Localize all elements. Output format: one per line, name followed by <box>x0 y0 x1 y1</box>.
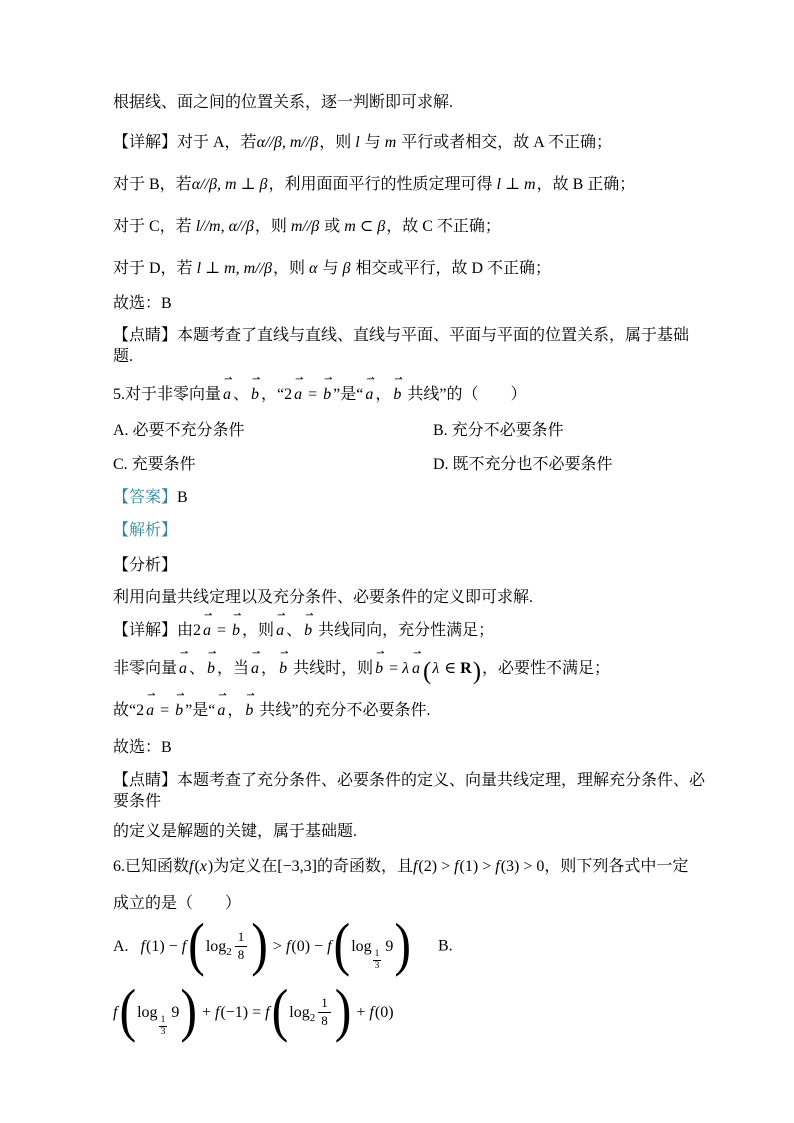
math-roman-run: B <box>177 489 188 506</box>
vector-letter: b <box>393 386 402 403</box>
text-run: 平行或者相交，故 A 不正确； <box>397 134 612 151</box>
text-run: 【详解】对于 A，若 <box>113 134 257 151</box>
vector-a <box>292 374 304 405</box>
vector-letter: a <box>251 660 260 677</box>
page-content <box>113 92 705 1044</box>
text-run: 的定义是解题的关键，属于基础题. <box>113 823 358 840</box>
text-run: ，则 <box>273 260 310 277</box>
text-run: 故“ <box>113 702 137 719</box>
q5-comment-line-2 <box>113 821 705 842</box>
vector-b <box>173 690 185 721</box>
vector-arrow-icon: ⇀ <box>233 610 242 621</box>
math-roman-run: (3) > 0 <box>500 858 545 875</box>
fraction-numerator: 1 <box>374 948 380 959</box>
q6-option-b-formula: f ( log $\frac{1}{3}$ 9 ) + f (−1) = f ( log 2 $\frac{1}{8}$ ) + f (0) <box>113 976 394 1044</box>
math-roman-run: log <box>137 1003 158 1021</box>
text-run: 对于 C，若 <box>113 218 196 235</box>
q5-options-row-1-cell-1 <box>113 422 245 439</box>
fraction <box>318 996 331 1029</box>
math-roman-run: (0) − <box>291 937 328 955</box>
math-italic-run: m//β <box>290 218 320 235</box>
text-run: ，则下列各式中一定 <box>544 858 689 875</box>
vector-letter: b <box>304 622 313 639</box>
q5-jiexi-label <box>113 520 705 541</box>
vector-arrow-icon: ⇀ <box>394 374 403 385</box>
math-roman-run: + <box>197 1003 215 1021</box>
math-italic-run: α//β, m ⊥ β <box>191 176 268 193</box>
text-run: 对于 D，若 <box>113 260 197 277</box>
math-italic-run: λ <box>432 660 440 677</box>
vector-arrow-icon: ⇀ <box>218 690 227 701</box>
math-roman-run: [−3,3] <box>277 858 317 875</box>
q5-options-row-2-cell-2 <box>433 454 613 475</box>
fraction-denominator: 3 <box>160 1026 166 1037</box>
math-roman-run: log <box>205 937 227 955</box>
q5-options-row-2 <box>113 454 705 475</box>
q5-options-row-1 <box>113 420 705 441</box>
text-run: 【点睛】本题考查了直线与直线、直线与平面、平面与平面的位置关系，属于基础题. <box>113 327 690 365</box>
text-run: 故选：B <box>113 739 172 756</box>
vector-letter: b <box>207 660 216 677</box>
vector-arrow-icon: ⇀ <box>252 374 261 385</box>
paren-left-icon: ( <box>423 658 432 685</box>
text-run: 为定义在 <box>213 858 278 875</box>
math-italic-run: α//β, m//β <box>256 134 319 151</box>
text-run: ， <box>375 386 392 403</box>
q5-analysis-text <box>113 587 705 608</box>
text-run: B. 充分不必要条件 <box>433 422 564 439</box>
q5-options-row-2-cell-1 <box>113 456 196 473</box>
text-run: 共线同向，充分性满足； <box>314 622 495 639</box>
vector-arrow-icon: ⇀ <box>176 690 185 701</box>
vector-arrow-icon: ⇀ <box>224 374 233 385</box>
option-label: A. <box>113 937 129 955</box>
q4-detail-option-b <box>113 174 705 195</box>
text-run: 成立的是（ ） <box>113 895 242 912</box>
vector-arrow-icon: ⇀ <box>324 374 333 385</box>
vector-a <box>410 648 422 679</box>
math-roman-run: (1) − <box>146 937 182 955</box>
text-run: D. 既不充分也不必要条件 <box>433 456 613 473</box>
vector-arrow-icon: ⇀ <box>180 648 189 659</box>
math-italic-run: f <box>285 937 291 955</box>
math-italic-run: m <box>384 134 397 151</box>
vector-b <box>205 648 217 679</box>
math-roman-run: 2 <box>193 622 202 639</box>
text-run: 【详解】由 <box>113 622 194 639</box>
q4-analysis-text <box>113 92 705 113</box>
q5-detail-3 <box>113 690 705 721</box>
math-bold-run: R <box>460 660 472 677</box>
text-run: C. 充要条件 <box>113 456 196 473</box>
text-run: 的奇函数，且 <box>316 858 413 875</box>
math-italic-run: α <box>309 260 318 277</box>
math-italic-run: l <box>355 134 360 151</box>
math-italic-run: λ <box>402 660 410 677</box>
math-italic-run: l//m, α//β <box>195 218 254 235</box>
math-italic-run: β <box>342 260 351 277</box>
log-subscript: 2 <box>226 945 232 958</box>
text-run: 对于 B，若 <box>113 176 192 193</box>
math-italic-run: f <box>412 858 418 875</box>
text-run: 6.已知函数 <box>113 858 190 875</box>
text-run: 或 <box>320 218 345 235</box>
vector-b <box>321 374 333 405</box>
vector-letter: b <box>245 702 254 719</box>
vector-arrow-icon: ⇀ <box>305 610 314 621</box>
text-run: 与 <box>360 134 385 151</box>
text-run: ”是“ <box>185 702 216 719</box>
fraction <box>235 930 248 963</box>
math-italic-run: x <box>199 858 207 875</box>
vector-letter: a <box>217 702 226 719</box>
q4-detail-option-d <box>113 258 705 279</box>
q4-comment <box>113 325 705 367</box>
text-run: 、 <box>189 660 206 677</box>
math-italic-run: f <box>454 858 459 875</box>
vector-letter: a <box>203 622 212 639</box>
math-roman-run: (0) <box>374 1003 394 1021</box>
vector-arrow-icon: ⇀ <box>204 610 213 621</box>
math-roman-run: (2) > <box>418 858 455 875</box>
vector-arrow-icon: ⇀ <box>208 648 217 659</box>
math-italic-run: f <box>189 858 194 875</box>
math-italic-run: f <box>215 1003 220 1021</box>
math-roman-run: log <box>351 937 372 955</box>
text-run: ，故 C 不正确； <box>386 218 501 235</box>
q5-options-row-1-cell-2 <box>433 420 564 441</box>
text-run: 共线”的（ ） <box>403 386 527 403</box>
vector-letter: b <box>251 386 260 403</box>
q4-answer-choice <box>113 293 705 314</box>
text-run: ，“ <box>261 386 285 403</box>
math-italic-run: f <box>369 1003 374 1021</box>
vector-b <box>230 610 242 641</box>
q5-answer <box>113 487 705 508</box>
text-run: 【分析】 <box>113 557 178 574</box>
text-run: ， <box>227 702 244 719</box>
q5-answer-choice <box>113 737 705 758</box>
vector-a <box>249 648 261 679</box>
q5-fenxi-label <box>113 555 705 576</box>
option-label: B. <box>438 937 453 955</box>
vector-b <box>391 374 403 405</box>
math-roman-run: = <box>304 386 322 403</box>
paren-right-icon: ) <box>472 658 482 685</box>
vector-b <box>302 610 314 641</box>
math-roman-run: 9 <box>171 1003 180 1021</box>
math-roman-run: > <box>268 937 286 955</box>
math-roman-run: ∈ <box>440 660 461 677</box>
vector-arrow-icon: ⇀ <box>277 610 286 621</box>
text-run: ，则 <box>319 134 356 151</box>
text-run: ”是“ <box>333 386 364 403</box>
text-run: 【答案】 <box>113 489 178 506</box>
text-run: ，当 <box>217 660 250 677</box>
math-italic-run: f <box>327 937 332 955</box>
text-run: ，利用面面平行的性质定理可得 <box>268 176 497 193</box>
vector-a <box>201 610 213 641</box>
log-subscript: 2 <box>309 1011 316 1024</box>
text-run: 、 <box>233 386 250 403</box>
text-run: A. 必要不充分条件 <box>113 422 245 439</box>
vector-letter: a <box>294 386 303 403</box>
vector-a <box>274 610 286 641</box>
math-roman-run: ( <box>194 858 200 875</box>
vector-arrow-icon: ⇀ <box>366 374 375 385</box>
math-italic-run: f <box>140 937 146 955</box>
math-italic-run: m ⊂ β <box>344 218 386 235</box>
subscript-fraction <box>159 1015 168 1038</box>
q5-detail-1 <box>113 610 705 641</box>
vector-a <box>363 374 375 405</box>
vector-letter: a <box>223 386 232 403</box>
vector-arrow-icon: ⇀ <box>295 374 304 385</box>
fraction-numerator: 1 <box>235 930 248 947</box>
math-italic-run: f <box>113 1003 118 1021</box>
q5-stem <box>113 374 705 405</box>
vector-letter: a <box>276 622 285 639</box>
fraction-numerator: 1 <box>160 1014 166 1025</box>
vector-arrow-icon: ⇀ <box>280 648 289 659</box>
math-roman-run: = <box>385 660 403 677</box>
vector-b <box>243 690 255 721</box>
math-italic-run: f <box>265 1003 270 1021</box>
math-roman-run: 2 <box>136 702 145 719</box>
vector-arrow-icon: ⇀ <box>413 648 422 659</box>
vector-letter: a <box>365 386 374 403</box>
vector-letter: a <box>179 660 188 677</box>
text-run: 5.对于非零向量 <box>113 386 222 403</box>
math-italic-run: f <box>495 858 500 875</box>
text-run: 利用向量共线定理以及充分条件、必要条件的定义即可求解. <box>113 589 534 606</box>
q5-detail-2 <box>113 648 705 685</box>
vector-arrow-icon: ⇀ <box>376 648 385 659</box>
text-run: 故选：B <box>113 295 172 312</box>
vector-a <box>221 374 233 405</box>
vector-a <box>215 690 227 721</box>
vector-letter: a <box>412 660 421 677</box>
vector-letter: b <box>375 660 384 677</box>
fraction-denominator: 8 <box>321 1012 328 1028</box>
math-roman-run: log <box>289 1003 310 1021</box>
math-roman-run: 9 <box>385 937 394 955</box>
text-run: 根据线、面之间的位置关系，逐一判断即可求解. <box>113 94 454 111</box>
text-run: 、 <box>286 622 303 639</box>
subscript-fraction <box>373 949 382 972</box>
vector-arrow-icon: ⇀ <box>147 690 156 701</box>
text-run: 共线”的充分不必要条件. <box>255 702 431 719</box>
vector-letter: b <box>279 660 288 677</box>
vector-b <box>277 648 289 679</box>
q6-option-a-formula: A. f (1) − f ( log 2 $\frac{1}{8}$ ) > f (0) − f ( log $\frac{1}{3}$ 9 ) B. <box>113 910 453 978</box>
math-roman-run: 2 <box>284 386 293 403</box>
q4-detail-option-c <box>113 216 705 237</box>
text-run: ， <box>261 660 278 677</box>
vector-b <box>373 648 385 679</box>
vector-arrow-icon: ⇀ <box>252 648 261 659</box>
math-roman-run: (−1) = <box>220 1003 266 1021</box>
text-run: ，则 <box>242 622 275 639</box>
text-run: 与 <box>318 260 343 277</box>
vector-b <box>249 374 261 405</box>
text-run: 相交或平行，故 D 不正确； <box>351 260 551 277</box>
q5-comment-line-1 <box>113 770 705 812</box>
fraction-numerator: 1 <box>318 996 331 1013</box>
vector-letter: a <box>146 702 155 719</box>
text-run: ，故 B 正确； <box>536 176 636 193</box>
vector-letter: b <box>232 622 241 639</box>
vector-letter: b <box>323 386 332 403</box>
math-roman-run: (1) > <box>459 858 496 875</box>
math-italic-run: f <box>181 937 187 955</box>
text-run: 非零向量 <box>113 660 178 677</box>
q4-detail-option-a <box>113 132 705 153</box>
fraction-denominator: 3 <box>374 960 380 971</box>
text-run: 【解析】 <box>113 522 178 539</box>
vector-arrow-icon: ⇀ <box>246 690 255 701</box>
q6-stem-line-1 <box>113 856 705 877</box>
text-run: 【点睛】本题考查了充分条件、必要条件的定义、向量共线定理，理解充分条件、必要条件 <box>113 772 706 810</box>
math-italic-run: l ⊥ m, m//β <box>196 260 273 277</box>
text-run: ，则 <box>254 218 291 235</box>
text-run: ，必要性不满足； <box>482 660 611 677</box>
text-run: 共线时，则 <box>289 660 374 677</box>
math-italic-run: l ⊥ m <box>496 176 536 193</box>
vector-letter: b <box>175 702 184 719</box>
vector-a <box>177 648 189 679</box>
math-roman-run: = <box>213 622 231 639</box>
math-roman-run: = <box>156 702 174 719</box>
fraction-denominator: 8 <box>237 946 245 962</box>
math-roman-run: ) <box>207 858 214 875</box>
math-roman-run: + <box>352 1003 370 1021</box>
vector-a <box>144 690 156 721</box>
